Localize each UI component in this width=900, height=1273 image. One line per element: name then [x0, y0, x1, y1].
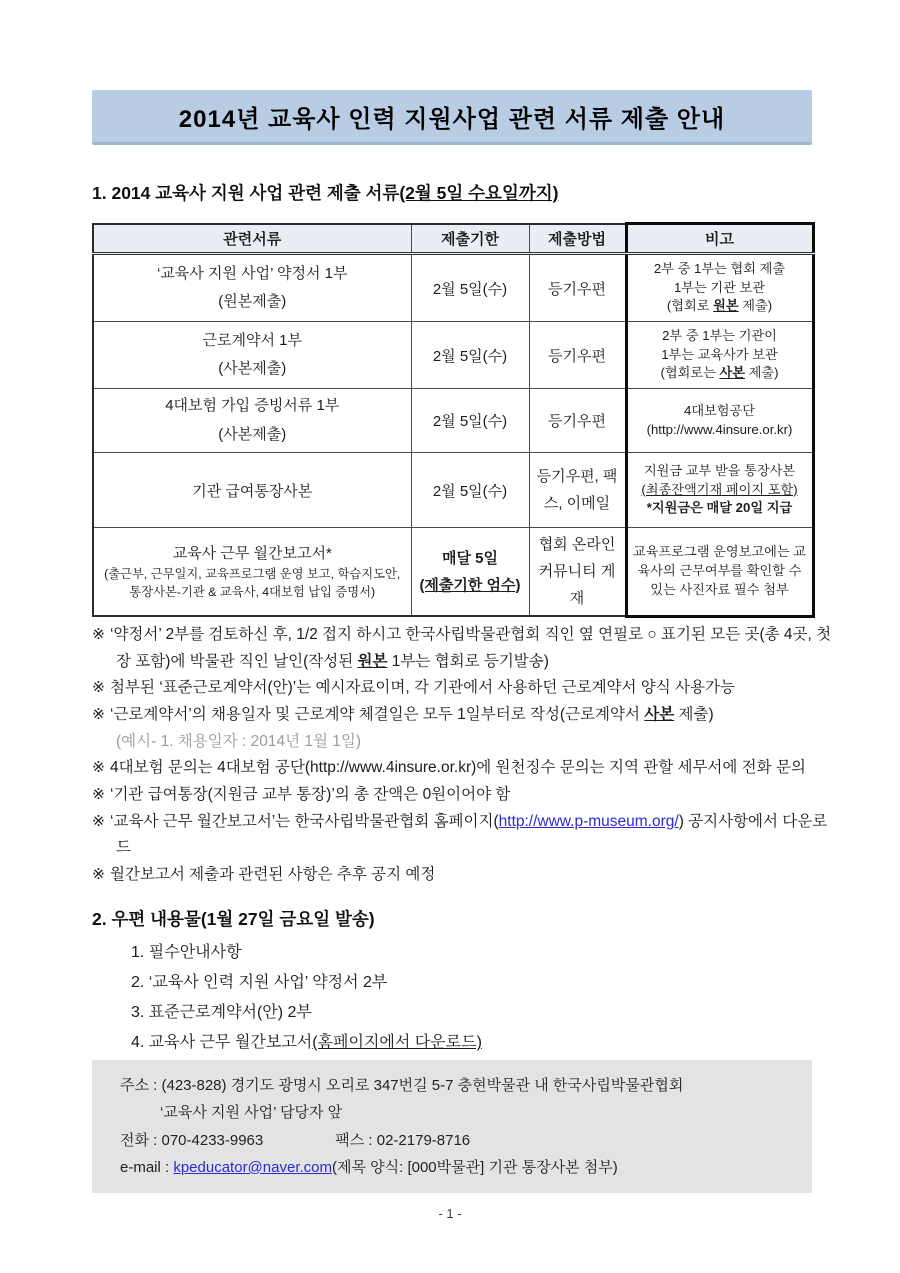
deadline: 2월 5일(수): [411, 254, 529, 322]
note-item-1: ※ ‘약정서’ 2부를 검토하신 후, 1/2 접지 하시고 한국사립박물관협회 직인 옆 연필로 ○ 표기된 모든 곳(총 4곳, 첫 장 포함)에 박물관 직인 날인(작성된 원본 1부는 협회로 등기발송): [92, 626, 832, 670]
reference-mark-icon: ※: [92, 812, 105, 830]
contact-phone-line: [120, 1127, 794, 1154]
email-link[interactable]: kpeducator@naver.com: [173, 1158, 332, 1176]
download-note: (홈페이지에서 다운로드): [312, 1034, 482, 1051]
note-item-4: ※ 4대보험 문의는 4대보험 공단(http://www.4insure.or.kr)에 원천징수 문의는 지역 관할 세무서에 전화 문의: [92, 759, 806, 777]
section1-heading-text: 1. 2014 교육사 지원 사업 관련 제출 서류: [92, 183, 400, 203]
table-row-labor-contract: [93, 322, 813, 389]
list-item: 2. ‘교육사 인력 지원 사업’ 약정서 2부: [131, 974, 388, 991]
col-header-remarks: 비고: [626, 224, 813, 254]
contact-address-line2: ‘교육사 지원 사업’ 담당자 앞: [160, 1104, 343, 1122]
reference-mark-icon: ※: [92, 679, 105, 697]
reference-mark-icon: ※: [92, 785, 105, 803]
submission-table-wrap: [92, 222, 815, 618]
table-row-bankbook: [93, 453, 813, 528]
remarks: 4대보험공단 (http://www.4insure.or.kr): [626, 389, 813, 453]
list-item: 3. 표준근로계약서(안) 2부: [131, 1004, 312, 1021]
col-header-method: 제출방법: [529, 224, 626, 254]
doc-name: 4대보험 가입 증빙서류 1부 (사본제출): [93, 389, 411, 453]
table-row-insurance: [93, 389, 813, 453]
method: 협회 온라인커뮤니티 게재: [529, 528, 626, 617]
method: 등기우편, 팩스, 이메일: [529, 453, 626, 528]
list-item: 4. 교육사 근무 월간보고서(홈페이지에서 다운로드): [131, 1034, 482, 1051]
remarks: 2부 중 1부는 협회 제출 1부는 기관 보관 (협회로 원본 제출): [626, 254, 813, 322]
section1-heading-deadline: (2월 5일 수요일까지): [399, 183, 559, 203]
remarks: 2부 중 1부는 기관이 1부는 교육사가 보관 (협회로는 사본 제출): [626, 322, 813, 389]
deadline: 2월 5일(수): [411, 453, 529, 528]
reference-mark-icon: ※: [92, 759, 105, 777]
table-header-row: [93, 224, 813, 254]
contact-box: [92, 1060, 812, 1193]
note-item-3-example: (예시- 1. 채용일자 : 2014년 1월 1일): [116, 732, 362, 750]
deadline: 매달 5일 (제출기한 엄수): [411, 528, 529, 617]
doc-name: 기관 급여통장사본: [93, 453, 411, 528]
reference-mark-icon: ※: [92, 705, 105, 723]
doc-name: 근로계약서 1부 (사본제출): [93, 322, 411, 389]
deadline: 2월 5일(수): [411, 322, 529, 389]
col-header-documents: 관련서류: [93, 224, 411, 254]
method: 등기우편: [529, 389, 626, 453]
remarks: 교육프로그램 운영보고에는 교육사의 근무여부를 확인할 수 있는 사진자료 필수 첨부: [626, 528, 813, 617]
section1-heading: [92, 180, 559, 205]
reference-mark-icon: ※: [92, 626, 105, 643]
note-item-5: ※ ‘기관 급여통장(지원금 교부 통장)’의 총 잔액은 0원이어야 함: [92, 785, 511, 803]
note-item-2: ※ 첨부된 ‘표준근로계약서(안)’는 예시자료이며, 각 기관에서 사용하던 근로계약서 양식 사용가능: [92, 679, 735, 697]
method: 등기우편: [529, 322, 626, 389]
phone-number: 전화 : 070-4233-9963: [120, 1131, 264, 1149]
note-item-3: ※ ‘근로계약서’의 채용일자 및 근로계약 체결일은 모두 1일부터로 작성(근로계약서 사본 제출): [92, 705, 714, 723]
doc-name: 교육사 근무 월간보고서* (출근부, 근무일지, 교육프로그램 운영 보고, 학습지도안, 통장사본-기관 & 교육사, 4대보험 납입 증명서): [93, 528, 411, 617]
table-row-monthly-report: [93, 528, 813, 617]
reference-mark-icon: ※: [92, 865, 105, 883]
note-item-6: ※ ‘교육사 근무 월간보고서’는 한국사립박물관협회 홈페이지(http://www.p-museum.org/) 공지사항에서 다운로드: [92, 812, 828, 857]
homepage-link[interactable]: http://www.p-museum.org/: [498, 812, 679, 830]
page-title: 2014년 교육사 인력 지원사업 관련 서류 제출 안내: [178, 105, 726, 133]
doc-name: ‘교육사 지원 사업’ 약정서 1부 (원본제출): [93, 254, 411, 322]
list-item: 1. 필수안내사항: [131, 944, 242, 961]
title-banner: [92, 90, 812, 145]
notes-list: [92, 622, 840, 889]
note-item-7: ※ 월간보고서 제출과 관련된 사항은 추후 공지 예정: [92, 865, 436, 883]
page-number: - 1 -: [438, 1206, 462, 1221]
section2-heading: 2. 우편 내용물(1월 27일 금요일 발송): [92, 909, 375, 929]
deadline: 2월 5일(수): [411, 389, 529, 453]
contact-email-line: e-mail : kpeducator@naver.com(제목 양식: [000박물관] 기관 통장사본 첨부): [120, 1158, 618, 1176]
table-row-agreement: [93, 254, 813, 322]
submission-table: [92, 222, 815, 618]
contact-address-line1: 주소 : (423-828) 경기도 광명시 오리로 347번길 5-7 충현박물관 내 한국사립박물관협회: [120, 1077, 684, 1094]
mail-contents-list: [131, 938, 482, 1058]
fax-number: 팩스 : 02-2179-8716: [335, 1131, 471, 1149]
method: 등기우편: [529, 254, 626, 322]
col-header-deadline: 제출기한: [411, 224, 529, 254]
remarks: 지원금 교부 받을 통장사본 (최종잔액기재 페이지 포함) *지원금은 매달 20일 지급: [626, 453, 813, 528]
